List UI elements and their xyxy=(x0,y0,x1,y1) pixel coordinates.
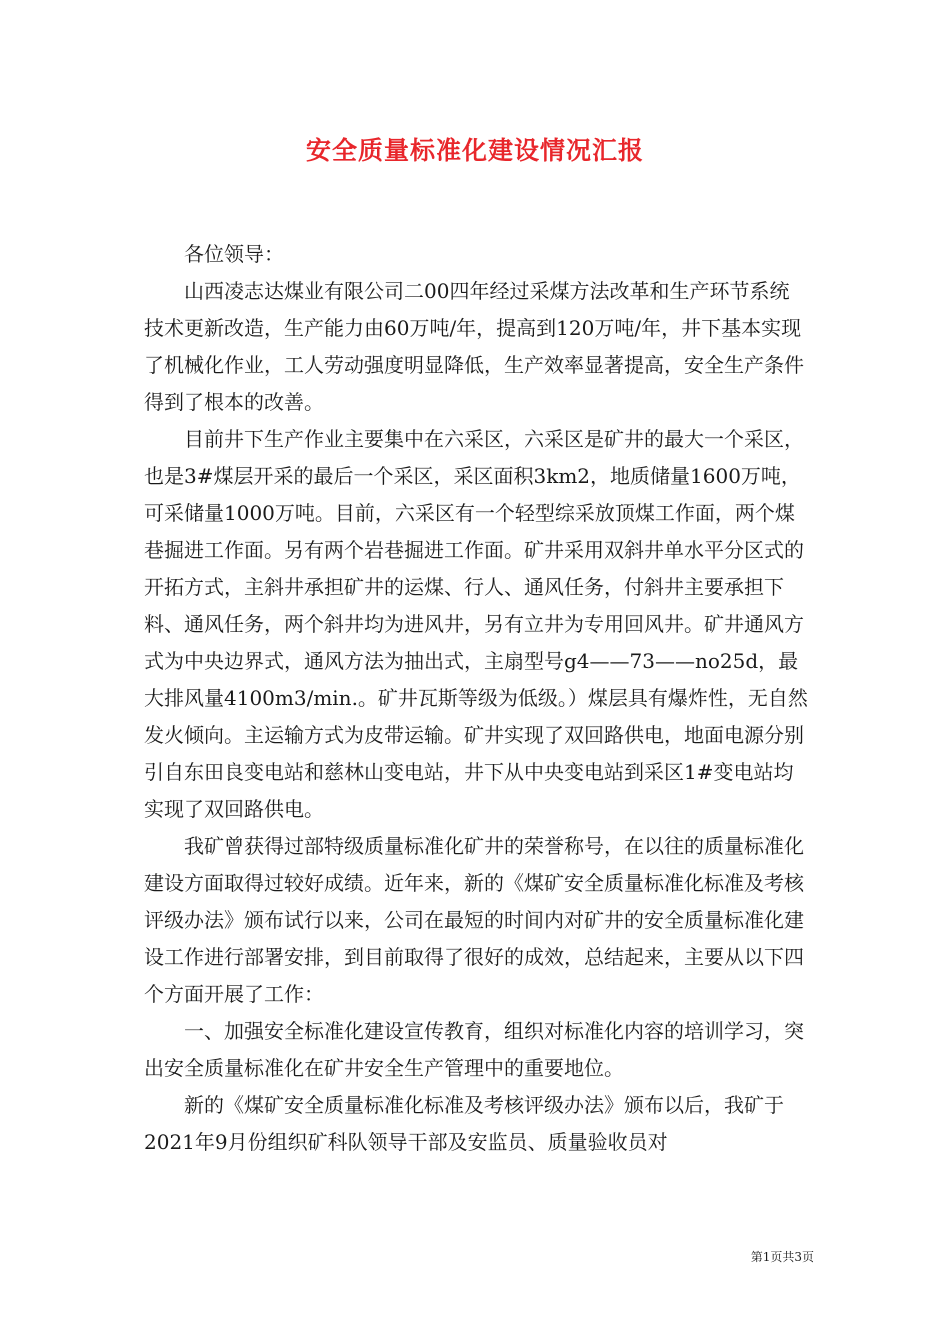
paragraph-2: 目前井下生产作业主要集中在六采区，六采区是矿井的最大一个采区，也是3#煤层开采的最后一个采区，采区面积3km2，地质储量1600万吨，可采储量1000万吨。目前，六采区有一个轻型综采放顶煤工作面，两个煤巷掘进工作面。另有两个岩巷掘进工作面。矿井采用双斜井单水平分区式的开拓方式，主斜井承担矿井的运煤、行人、通风任务，付斜井主要承担下料、通风任务，两个斜井均为进风井，另有立井为专用回风井。矿井通风方式为中央边界式，通风方法为抽出式，主扇型号g4——73——no25d，最大排风量4100m3/min.。矿井瓦斯等级为低级。）煤层具有爆炸性，无自然发火倾向。主运输方式为皮带运输。矿井实现了双回路供电，地面电源分别引自东田良变电站和慈林山变电站，井下从中央变电站到采区1#变电站均实现了双回路供电。 xyxy=(144,427,808,821)
paragraph-3: 我矿曾获得过部特级质量标准化矿井的荣誉称号，在以往的质量标准化建设方面取得过较好成绩。近年来，新的《煤矿安全质量标准化标准及考核评级办法》颁布试行以来，公司在最短的时间内对矿井的安全质量标准化建设工作进行部署安排，到目前取得了很好的成效，总结起来，主要从以下四个方面开展了工作： xyxy=(144,834,804,1006)
page-number: 第1页共3页 xyxy=(750,1250,814,1264)
document-title: 安全质量标准化建设情况汇报 xyxy=(305,136,644,165)
greeting: 各位领导： xyxy=(184,242,284,266)
paragraph-1: 山西凌志达煤业有限公司二00四年经过采煤方法改革和生产环节系统技术更新改造，生产能力由60万吨/年，提高到120万吨/年，井下基本实现了机械化作业，工人劳动强度明显降低，生产效率显著提高，安全生产条件得到了根本的改善。 xyxy=(144,279,804,414)
document-body xyxy=(144,236,809,1161)
paragraph-4: 一、加强安全标准化建设宣传教育，组织对标准化内容的培训学习，突出安全质量标准化在矿井安全生产管理中的重要地位。 xyxy=(144,1019,804,1080)
paragraph-5: 新的《煤矿安全质量标准化标准及考核评级办法》颁布以后，我矿于2021年9月份组织矿科队领导干部及安监员、质量验收员对 xyxy=(144,1093,784,1154)
